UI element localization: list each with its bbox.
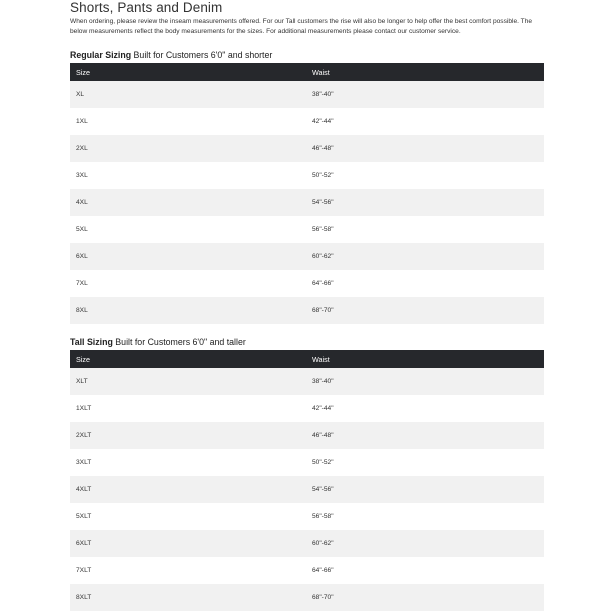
intro-paragraph: When ordering, please review the inseam measurements offered. For our Tall customers the rise will also be longer to help offer the best comfort possible. The below measurements reflect the body measurements for the sizes. For additional measurements please contact our customer service. — [70, 18, 533, 35]
table-row — [70, 368, 544, 395]
table-row — [70, 81, 544, 108]
table-header-row — [70, 350, 544, 368]
size-cell: 8XL — [70, 297, 306, 324]
table-header-row — [70, 63, 544, 81]
column-header-waist: Waist — [306, 350, 544, 368]
size-cell: 6XL — [70, 243, 306, 270]
table-row — [70, 476, 544, 503]
waist-cell: 60"-62" — [306, 530, 544, 557]
column-header-waist: Waist — [306, 63, 544, 81]
size-cell: 3XLT — [76, 459, 92, 466]
regular-sizing-heading — [70, 50, 272, 60]
size-cell: 1XLT — [76, 405, 92, 412]
table-row — [70, 189, 544, 216]
tall-sizing-table — [70, 350, 544, 611]
size-cell: 2XLT — [70, 422, 306, 449]
table-row — [70, 297, 544, 324]
size-cell: XLT — [70, 368, 306, 395]
waist-cell: 64"-66" — [312, 567, 334, 574]
regular-sizing-table — [70, 63, 544, 324]
size-cell: 6XLT — [70, 530, 306, 557]
waist-cell: 42"-44" — [312, 405, 334, 412]
waist-cell: 64"-66" — [312, 280, 334, 287]
waist-cell: 68"-70" — [306, 297, 544, 324]
table-row — [70, 243, 544, 270]
waist-cell: 50"-52" — [312, 172, 334, 179]
size-cell: 4XLT — [70, 476, 306, 503]
size-cell: 2XL — [70, 135, 306, 162]
waist-cell: 56"-58" — [312, 513, 334, 520]
tall-sizing-heading — [70, 337, 246, 347]
size-cell: 8XLT — [70, 584, 306, 611]
table-row — [70, 503, 544, 530]
table-row — [70, 584, 544, 611]
waist-cell: 56"-58" — [312, 226, 334, 233]
regular-sizing-rows — [70, 81, 544, 324]
waist-cell: 50"-52" — [312, 459, 334, 466]
waist-cell: 38"-40" — [306, 368, 544, 395]
size-cell: 7XL — [76, 280, 88, 287]
tall-sizing-rows — [70, 368, 544, 611]
page-title: Shorts, Pants and Denim — [70, 0, 223, 15]
waist-cell: 46"-48" — [306, 422, 544, 449]
table-row — [70, 108, 544, 135]
table-row — [70, 449, 544, 476]
waist-cell: 46"-48" — [306, 135, 544, 162]
waist-cell: 60"-62" — [306, 243, 544, 270]
size-cell: 4XL — [70, 189, 306, 216]
size-cell: 5XLT — [76, 513, 92, 520]
waist-cell: 54"-56" — [306, 476, 544, 503]
size-cell: 7XLT — [76, 567, 92, 574]
waist-cell: 38"-40" — [306, 81, 544, 108]
size-cell: 3XL — [76, 172, 88, 179]
waist-cell: 68"-70" — [306, 584, 544, 611]
column-header-size: Size — [70, 63, 306, 81]
table-row — [70, 422, 544, 449]
table-row — [70, 395, 544, 422]
regular-sizing-heading-sub: Built for Customers 6'0" and shorter — [131, 50, 273, 60]
tall-sizing-heading-sub: Built for Customers 6'0" and taller — [112, 337, 246, 347]
column-header-size: Size — [70, 350, 306, 368]
table-row — [70, 270, 544, 297]
table-row — [70, 557, 544, 584]
size-cell: 1XL — [76, 118, 88, 125]
table-row — [70, 530, 544, 557]
tall-sizing-heading-bold: Tall Sizing — [70, 337, 113, 347]
table-row — [70, 135, 544, 162]
waist-cell: 54"-56" — [306, 189, 544, 216]
regular-sizing-heading-bold: Regular Sizing — [70, 50, 132, 60]
waist-cell: 42"-44" — [312, 118, 334, 125]
table-row — [70, 216, 544, 243]
size-cell: XL — [70, 81, 306, 108]
size-cell: 5XL — [76, 226, 88, 233]
table-row — [70, 162, 544, 189]
